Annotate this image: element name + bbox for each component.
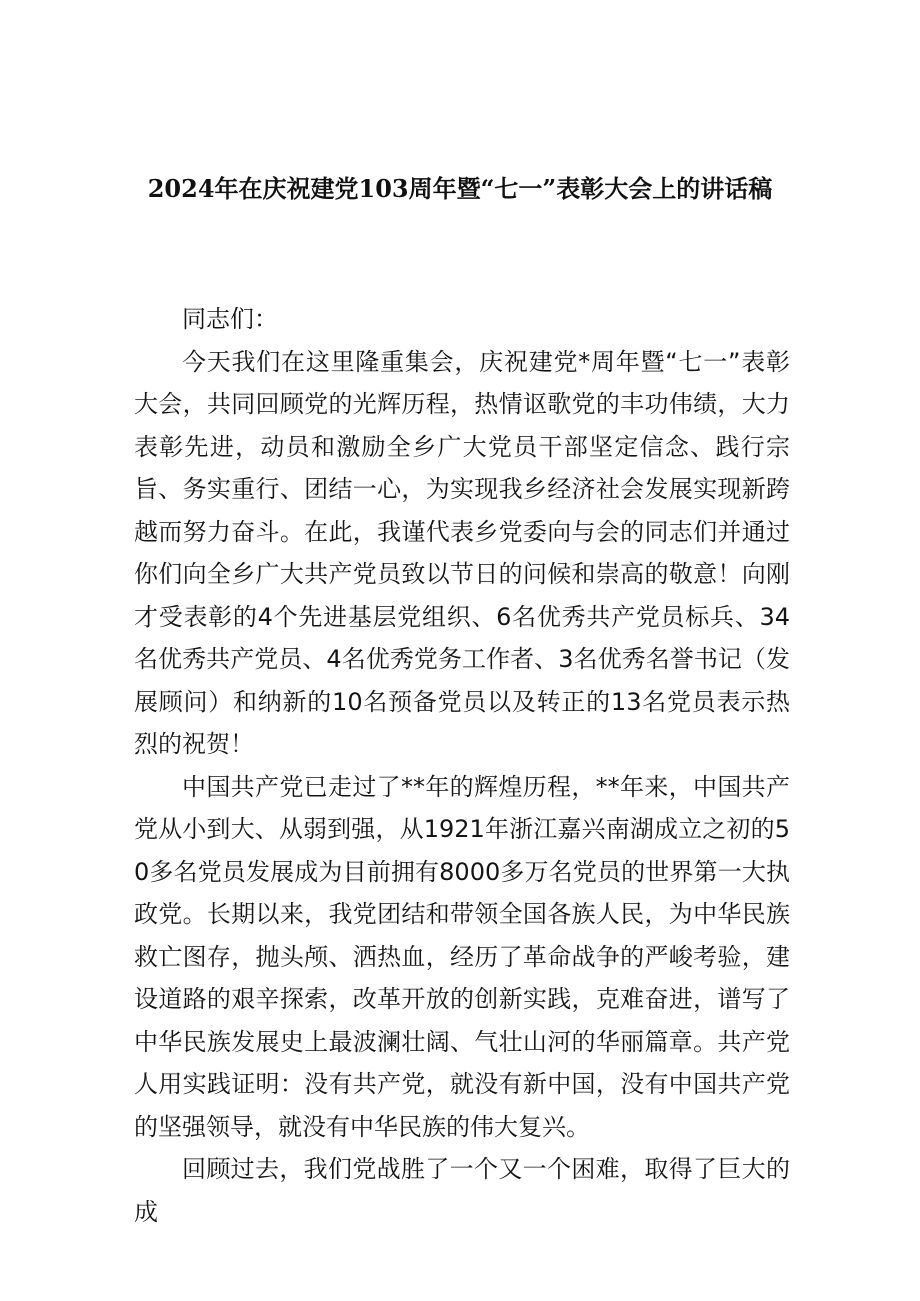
salutation-paragraph: 同志们： (182, 305, 278, 333)
body-paragraph: 今天我们在这里隆重集会，庆祝建党*周年暨“七一”表彰大会，共同回顾党的光辉历程，热情讴歌党的丰功伟绩，大力表彰先进，动员和激励全乡广大党员干部坚定信念、践行宗旨、务实重行、团结一心，为实现我乡经济社会发展实现新跨越而努力奋斗。在此，我谨代表乡党委向与会的同志们并通过你们向全乡广大共产党员致以节日的问候和崇高的敬意！向刚才受表彰的4个先进基层党组织、6名优秀共产党员标兵、34名优秀共产党员、4名优秀党务工作者、3名优秀名誉书记（发展顾问）和纳新的10名预备党员以及转正的13名党员表示热烈的祝贺！ (134, 347, 790, 758)
body-paragraph: 中国共产党已走过了**年的辉煌历程，**年来，中国共产党从小到大、从弱到强，从1921年浙江嘉兴南湖成立之初的50多名党员发展成为目前拥有8000多万名党员的世界第一大执政党。长期以来，我党团结和带领全国各族人民，为中华民族救亡图存，抛头颅、洒热血，经历了革命战争的严峻考验，建设道路的艰辛探索，改革开放的创新实践，克难奋进，谱写了中华民族发展史上最波澜壮阔、气壮山河的华丽篇章。共产党人用实践证明：没有共产党，就没有新中国，没有中国共产党的坚强领导，就没有中华民族的伟大复兴。 (134, 772, 790, 1141)
body-paragraph: 回顾过去，我们党战胜了一个又一个困难，取得了巨大的成 (134, 1155, 790, 1226)
document-title: 2024年在庆祝建党103周年暨“七一”表彰大会上的讲话稿 (147, 174, 773, 203)
document-body (134, 298, 790, 1233)
